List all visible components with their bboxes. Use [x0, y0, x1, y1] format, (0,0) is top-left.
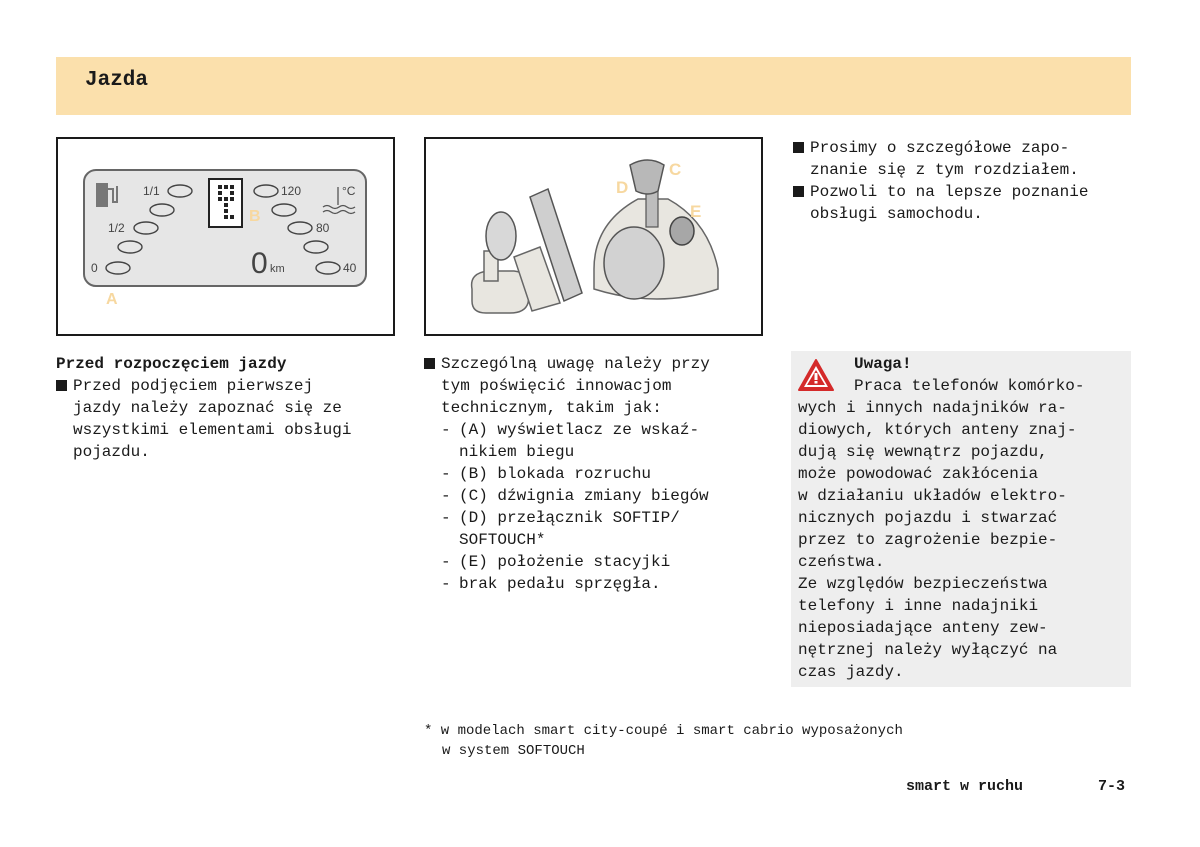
bullet-square [793, 142, 804, 153]
ignition-lock-icon [670, 217, 694, 245]
intro-bullet: Pozwoli to na lepsze poznanie obsługi samochodu. [793, 181, 1138, 225]
list-item: - (E) położenie stacyjki [441, 553, 671, 571]
temp-40-label: 40 [343, 261, 357, 275]
list-item: - brak pedału sprzęgła. [441, 575, 661, 593]
display-illustration [58, 139, 393, 334]
footnote: * w modelach smart city-coupé i smart cabrio wyposażonych w system SOFTOUCH [424, 723, 903, 759]
left-bullet: Przed podjęciem pierwszej jazdy należy zapoznać się ze wszystkimi elementami obsługi pojazdu. [56, 375, 401, 463]
marker-d: D [616, 178, 629, 197]
marker-a: A [106, 291, 118, 308]
bullet-square [56, 380, 67, 391]
marker-b: B [249, 208, 261, 225]
temp-unit-label: °C [342, 184, 356, 198]
gear-lever-icon [594, 160, 718, 299]
warning-box [791, 351, 1131, 687]
intro-bullets [793, 137, 1138, 225]
bullet-square [793, 186, 804, 197]
middle-intro: Szczególną uwagę należy przy tym poświęcić innowacjom technicznym, takim jak: [441, 355, 710, 417]
odometer-unit: km [270, 263, 285, 275]
marker-c: C [669, 160, 682, 179]
fuel-empty-label: 0 [91, 261, 98, 275]
list-item: - (B) blokada rozruchu [441, 465, 652, 483]
list-item: - (C) dźwignia zmiany biegów [441, 487, 709, 505]
odometer-digit: 0 [251, 247, 268, 280]
figure-controls [424, 137, 763, 336]
list-item: - (A) wyświetlacz ze wskaź- nikiem biegu [441, 421, 700, 461]
list-item: - (D) przełącznik SOFTIP/ SOFTOUCH* [441, 509, 680, 549]
section-header [56, 57, 1131, 115]
figure-display [56, 137, 395, 336]
fuel-half-label: 1/2 [108, 221, 125, 235]
bullet-square [424, 358, 435, 369]
temp-80-label: 80 [316, 221, 330, 235]
fuel-full-label: 1/1 [143, 184, 160, 198]
section-title: Jazda [85, 69, 149, 92]
middle-bullet [424, 353, 774, 595]
middle-column [424, 353, 774, 595]
temp-120-label: 120 [281, 184, 302, 198]
controls-illustration [426, 139, 761, 334]
warning-text: Praca telefonów komórko- wych i innych nadajników ra- diowych, których anteny znaj- dują się wewnątrz pojazdu, może powodować zakłócenia w działaniu układów elektro- nicznych pojazdu i stwarzać przez to zagrożenie bezpie- czeństwa. Ze względów bezpieczeństwa telefony i inne nadajniki nieposiadające anteny zew- nętrznej należy wyłączyć na czas jazdy. [798, 377, 1085, 681]
page-number: 7-3 [1098, 778, 1126, 795]
footer-section-name: smart w ruchu [906, 778, 1024, 795]
marker-e: E [690, 202, 702, 221]
subsection-heading: Przed rozpoczęciem jazdy [56, 355, 287, 373]
left-column [56, 353, 401, 463]
gear-indicator-icon [209, 179, 242, 227]
intro-bullet: Prosimy o szczegółowe zapo- znanie się z tym rozdziałem. [793, 137, 1138, 181]
warning-title: Uwaga! [854, 355, 912, 373]
